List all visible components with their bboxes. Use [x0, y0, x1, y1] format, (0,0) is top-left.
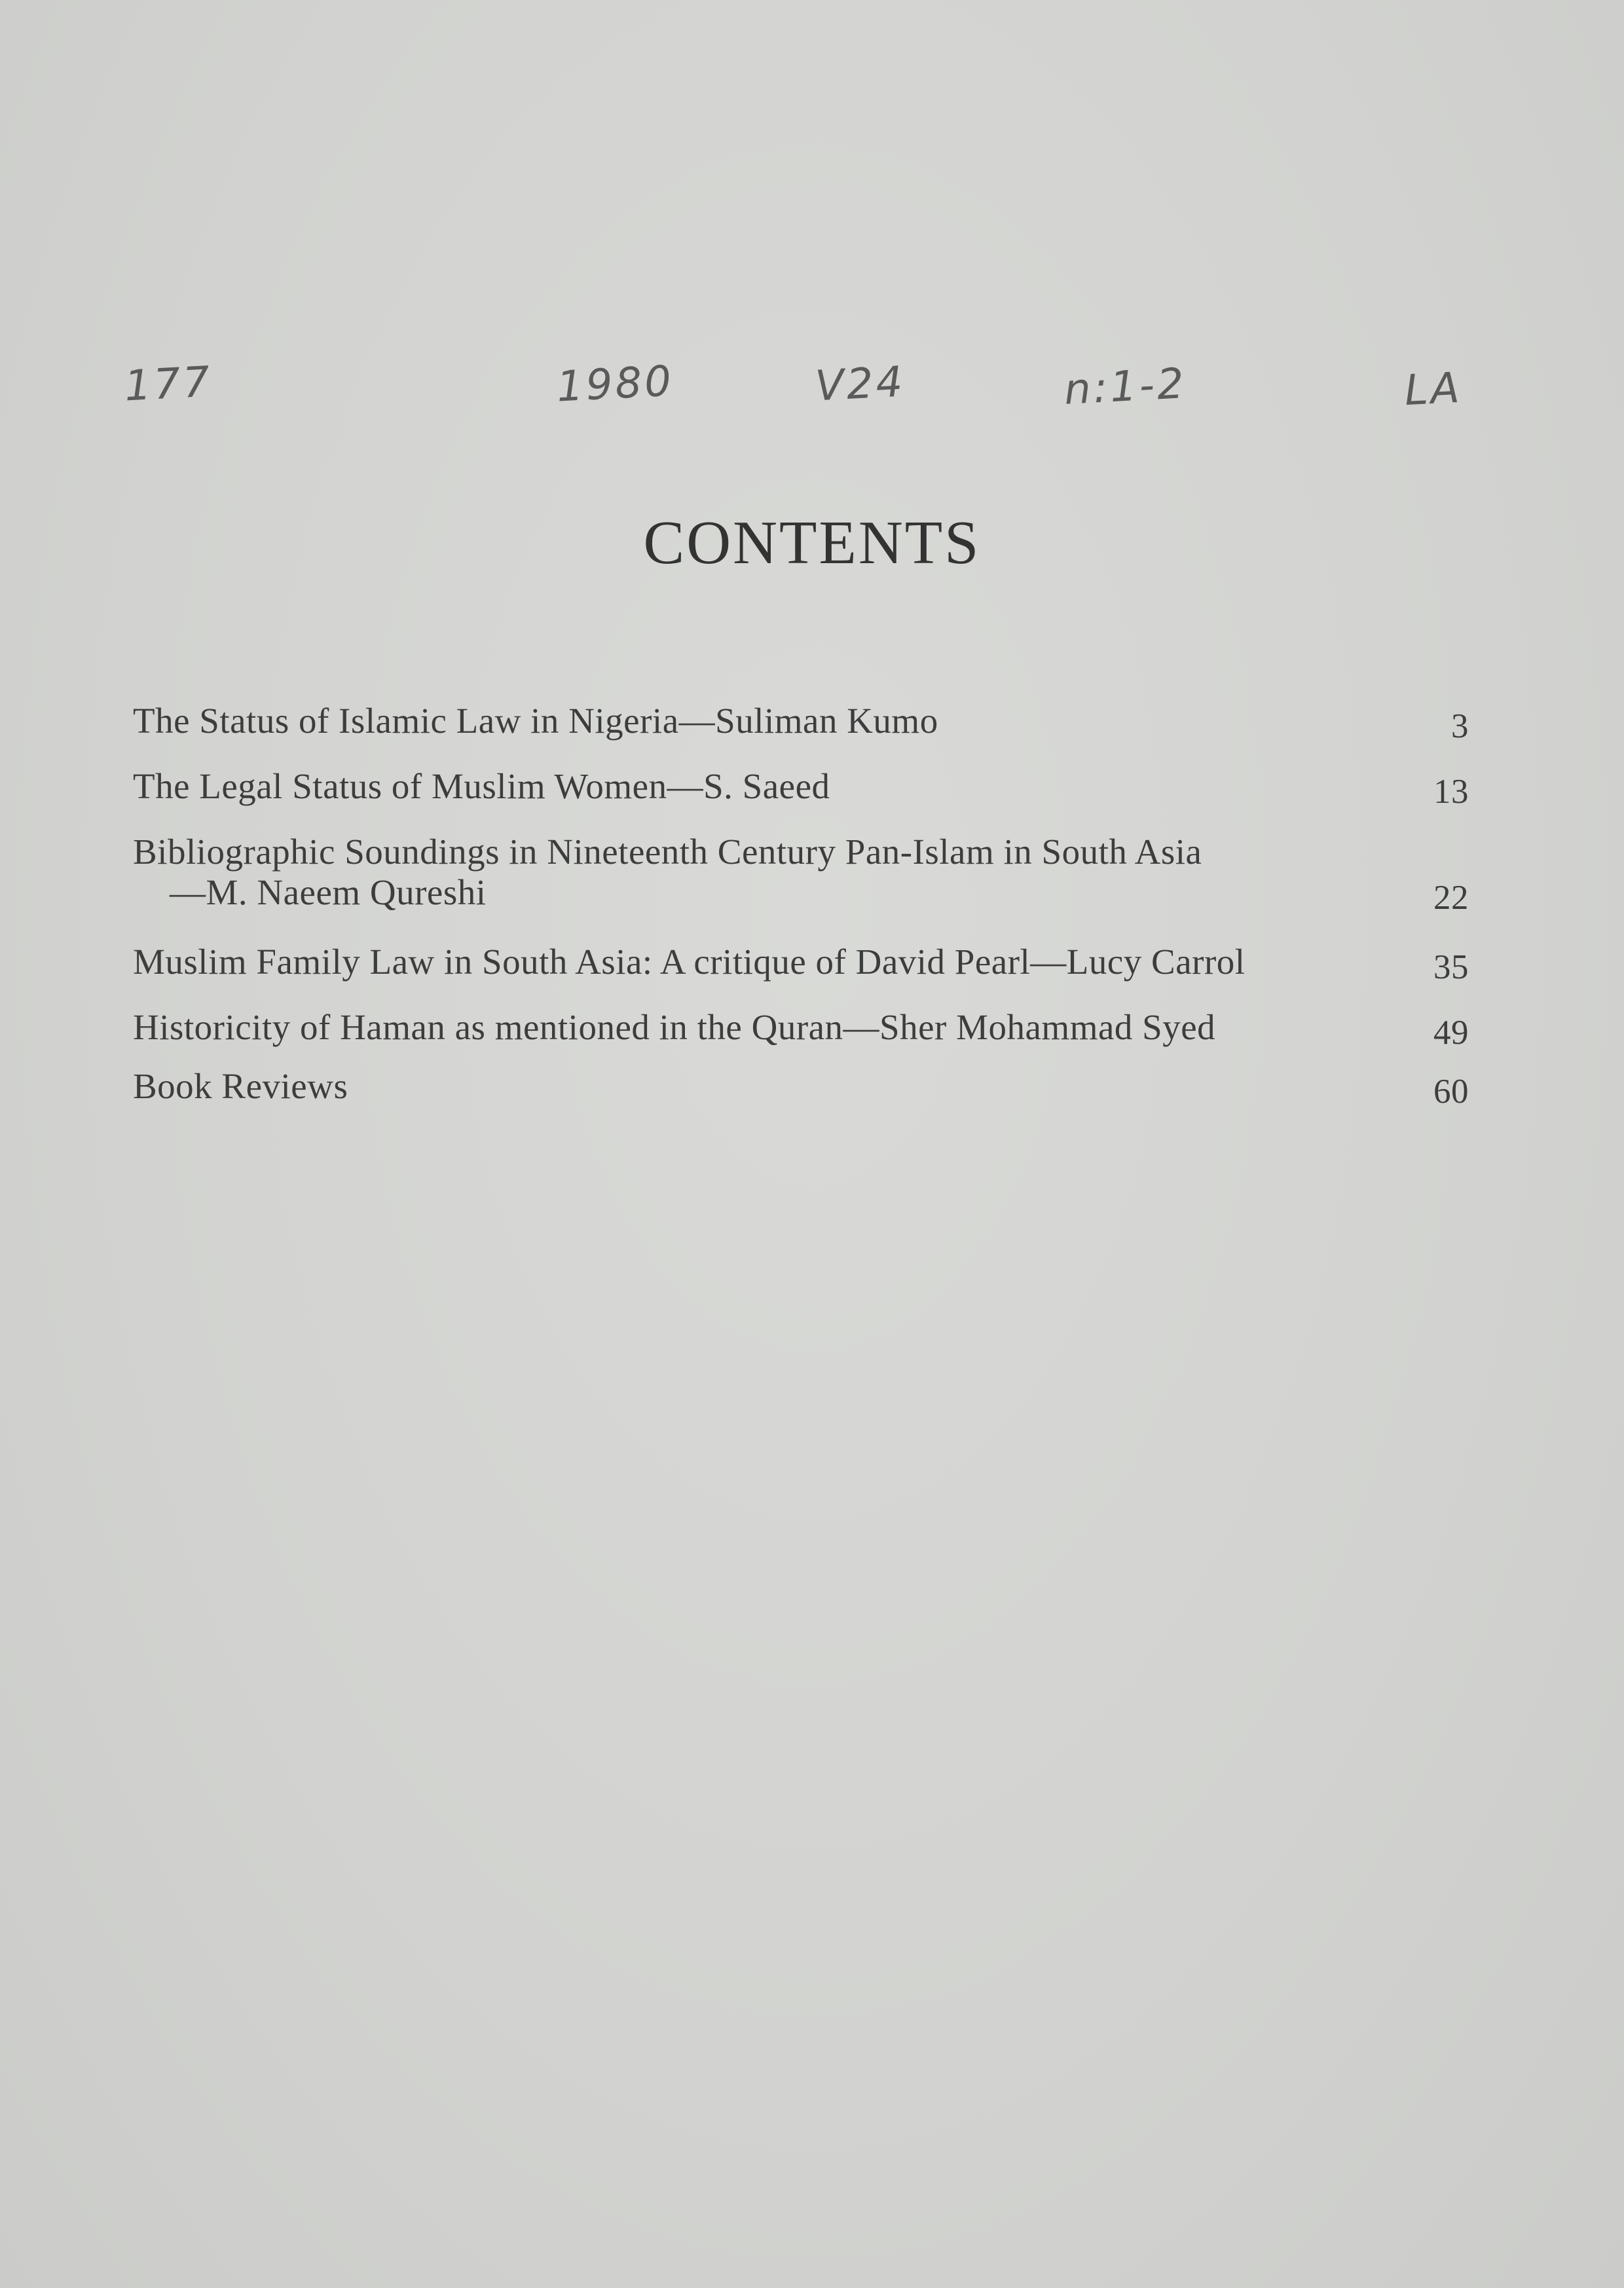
table-of-contents: [133, 701, 1469, 1111]
toc-entry: [133, 942, 1469, 986]
handwritten-catalog-note: [0, 341, 1624, 432]
toc-entry: [133, 832, 1469, 917]
toc-entry-page: 35: [1433, 948, 1469, 986]
toc-entry-title: Muslim Family Law in South Asia: A critique of David Pearl—Lucy Carrol: [133, 942, 1246, 982]
toc-entry: [133, 701, 1469, 745]
toc-entry-title: The Status of Islamic Law in Nigeria—Suliman Kumo: [133, 701, 938, 741]
toc-entry-page: 22: [1433, 879, 1469, 917]
toc-entry-page: 13: [1433, 773, 1469, 811]
toc-entry-title: The Legal Status of Muslim Women—S. Saeed: [133, 766, 830, 806]
toc-entry-title: Bibliographic Soundings in Nineteenth Century Pan-Islam in South Asia: [133, 832, 1202, 872]
toc-entry-title: Book Reviews: [133, 1066, 348, 1106]
handwritten-year: 1980: [555, 357, 675, 412]
toc-entry-page: 3: [1451, 707, 1469, 745]
handwritten-code: LA: [1403, 363, 1464, 416]
toc-entry: [133, 766, 1469, 811]
toc-entry: [133, 1007, 1469, 1052]
toc-entry-page: 60: [1433, 1073, 1469, 1111]
page-title: CONTENTS: [643, 509, 981, 577]
handwritten-volume: V24: [814, 358, 907, 411]
toc-entry: [133, 1066, 1469, 1111]
toc-entry-page: 49: [1433, 1014, 1469, 1052]
handwritten-number: 177: [123, 358, 214, 411]
handwritten-issue: n:1-2: [1063, 360, 1188, 415]
toc-entry-author: —M. Naeem Qureshi: [170, 872, 487, 912]
toc-entry-title: Historicity of Haman as mentioned in the Quran—Sher Mohammad Syed: [133, 1007, 1216, 1047]
